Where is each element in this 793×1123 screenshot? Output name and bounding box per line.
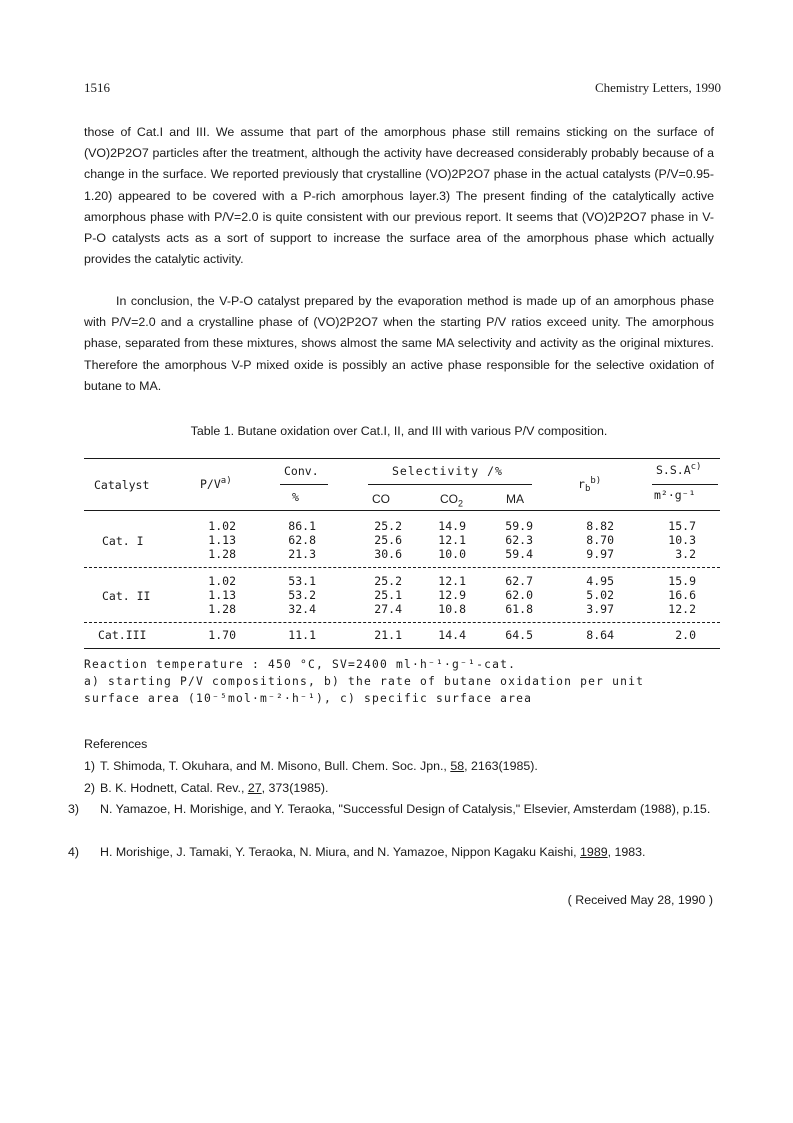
cell-conv: 86.1 xyxy=(288,519,316,533)
cell-co2: 12.1 xyxy=(438,574,466,588)
cell-co: 21.1 xyxy=(374,628,402,642)
cell-pv: 1.02 xyxy=(208,519,236,533)
cell-ssa: 10.3 xyxy=(668,533,696,547)
cell-ma: 62.7 xyxy=(505,574,533,588)
table-caption: Table 1. Butane oxidation over Cat.I, II, and III with various P/V composition. xyxy=(190,424,608,438)
cell-co2: 12.9 xyxy=(438,588,466,602)
cell-rb: 9.97 xyxy=(586,547,614,561)
ssa-rule xyxy=(652,484,718,485)
col-header-ssa: $S.S.A^{c)}$ xyxy=(656,462,702,477)
cell-rb: 4.95 xyxy=(586,574,614,588)
cell-rb: 5.02 xyxy=(586,588,614,602)
group-divider xyxy=(84,622,720,623)
header-bottom-rule xyxy=(84,510,720,511)
cell-ssa: 3.2 xyxy=(675,547,696,561)
cell-co: 25.6 xyxy=(374,533,402,547)
cell-conv: 53.1 xyxy=(288,574,316,588)
group-name-cat-i: Cat. I xyxy=(102,534,144,548)
cell-co2: 10.8 xyxy=(438,602,466,616)
received-date: ( Received May 28, 1990 ) xyxy=(567,893,713,907)
cell-pv: 1.28 xyxy=(208,602,236,616)
cell-conv: 21.3 xyxy=(288,547,316,561)
cell-conv: 32.4 xyxy=(288,602,316,616)
reference-item: 2) B. K. Hodnett, Catal. Rev., 27, 373(1985). xyxy=(84,781,329,795)
cell-pv: 1.28 xyxy=(208,547,236,561)
cell-co: 25.2 xyxy=(374,519,402,533)
group-name-cat-ii: Cat. II xyxy=(102,589,151,603)
reference-item: 1) T. Shimoda, T. Okuhara, and M. Misono, Bull. Chem. Soc. Jpn., 58, 2163(1985). xyxy=(84,759,538,773)
cell-conv: 62.8 xyxy=(288,533,316,547)
col-header-catalyst: Catalyst xyxy=(94,478,150,492)
references-heading: References xyxy=(84,737,148,751)
col-header-selectivity: Selectivity /% xyxy=(392,464,503,478)
note-reaction-conditions: Reaction temperature : 450 °C, SV=2400 ml·h⁻¹·g⁻¹-cat. xyxy=(84,658,517,671)
cell-conv: 11.1 xyxy=(288,628,316,642)
cell-ma: 62.3 xyxy=(505,533,533,547)
cell-co2: 12.1 xyxy=(438,533,466,547)
cell-ssa: 15.7 xyxy=(668,519,696,533)
cell-rb: 8.70 xyxy=(586,533,614,547)
cell-ma: 62.0 xyxy=(505,588,533,602)
cell-conv: 53.2 xyxy=(288,588,316,602)
col-header-co: CO xyxy=(372,492,390,506)
cell-ma: 64.5 xyxy=(505,628,533,642)
note-footnotes-a-b: a) starting P/V compositions, b) the rate of butane oxidation per unit xyxy=(84,675,645,688)
col-header-rb: $r_b^{b)}$ xyxy=(578,476,602,495)
col-header-conv-unit: % xyxy=(292,490,299,504)
col-header-pv: $P/V^{a)}$ xyxy=(200,476,232,491)
group-divider xyxy=(84,567,720,568)
col-header-co2: $CO_2$ xyxy=(440,492,464,509)
reference-item: 4) H. Morishige, J. Tamaki, Y. Teraoka, N. Miura, and N. Yamazoe, Nippon Kagaku Kaishi, 1989, 1983. xyxy=(68,845,646,859)
conv-rule xyxy=(280,484,328,485)
col-header-ma: MA xyxy=(506,492,524,506)
cell-ssa: 2.0 xyxy=(675,628,696,642)
page-number: 1516 xyxy=(84,80,110,95)
body-paragraph-1: those of Cat.I and III. We assume that part of the amorphous phase still remains sticking on the surface of (VO)2P2O7 particles after the treatment, although the activity have decreased considerably probably because of a change in the surface. We reported previously that crystalline (VO)2P2O7 phase in the actual catalysts (P/V=0.95-1.20) appeared to be covered with a P-rich amorphous layer.3) The present finding of the catalytically active amorphous phase with P/V=2.0 is quite consistent with our previous report. It seems that (VO)2P2O7 phase in V-P-O catalysts acts as a sort of support to increase the surface area of the amorphous phase which actually provides the catalytic activity. xyxy=(84,125,714,267)
cell-rb: 8.64 xyxy=(586,628,614,642)
body-paragraph-2: In conclusion, the V-P-O catalyst prepared by the evaporation method is made up of an amorphous phase with P/V=2.0 and a crystalline phase of (VO)2P2O7 when the starting P/V ratios exceed unity. The amorphous phase, separated from these mixtures, shows almost the same MA selectivity and activity as the original mixtures. Therefore the amorphous V-P mixed oxide is possibly an active phase responsible for the selective oxidation of butane to MA. xyxy=(84,294,714,393)
cell-co: 27.4 xyxy=(374,602,402,616)
cell-co: 25.1 xyxy=(374,588,402,602)
col-header-conv: Conv. xyxy=(284,464,319,478)
cell-rb: 8.82 xyxy=(586,519,614,533)
cell-co: 25.2 xyxy=(374,574,402,588)
cell-ma: 59.9 xyxy=(505,519,533,533)
cell-co2: 14.4 xyxy=(438,628,466,642)
table-bottom-rule xyxy=(84,648,720,649)
results-table xyxy=(84,456,720,656)
cell-pv: 1.13 xyxy=(208,533,236,547)
cell-pv: 1.02 xyxy=(208,574,236,588)
cell-ssa: 12.2 xyxy=(668,602,696,616)
cell-ssa: 16.6 xyxy=(668,588,696,602)
cell-ma: 61.8 xyxy=(505,602,533,616)
cell-co: 30.6 xyxy=(374,547,402,561)
cell-co2: 10.0 xyxy=(438,547,466,561)
note-footnotes-c: surface area (10⁻⁵mol·m⁻²·h⁻¹), c) specific surface area xyxy=(84,692,533,705)
table-top-rule xyxy=(84,458,720,459)
cell-ma: 59.4 xyxy=(505,547,533,561)
cell-co2: 14.9 xyxy=(438,519,466,533)
cell-pv: 1.13 xyxy=(208,588,236,602)
journal-header: Chemistry Letters, 1990 xyxy=(594,80,721,95)
selectivity-rule xyxy=(368,484,532,485)
col-header-ssa-unit: m²·g⁻¹ xyxy=(654,488,696,502)
cell-pv: 1.70 xyxy=(208,628,236,642)
table-notes xyxy=(84,656,644,707)
group-name-cat-iii: Cat.III xyxy=(98,628,147,642)
cell-rb: 3.97 xyxy=(586,602,614,616)
reference-item: 3) N. Yamazoe, H. Morishige, and Y. Teraoka, "Successful Design of Catalysis," Elsevier, Amsterdam (1988), p.15. xyxy=(68,802,711,816)
cell-ssa: 15.9 xyxy=(668,574,696,588)
